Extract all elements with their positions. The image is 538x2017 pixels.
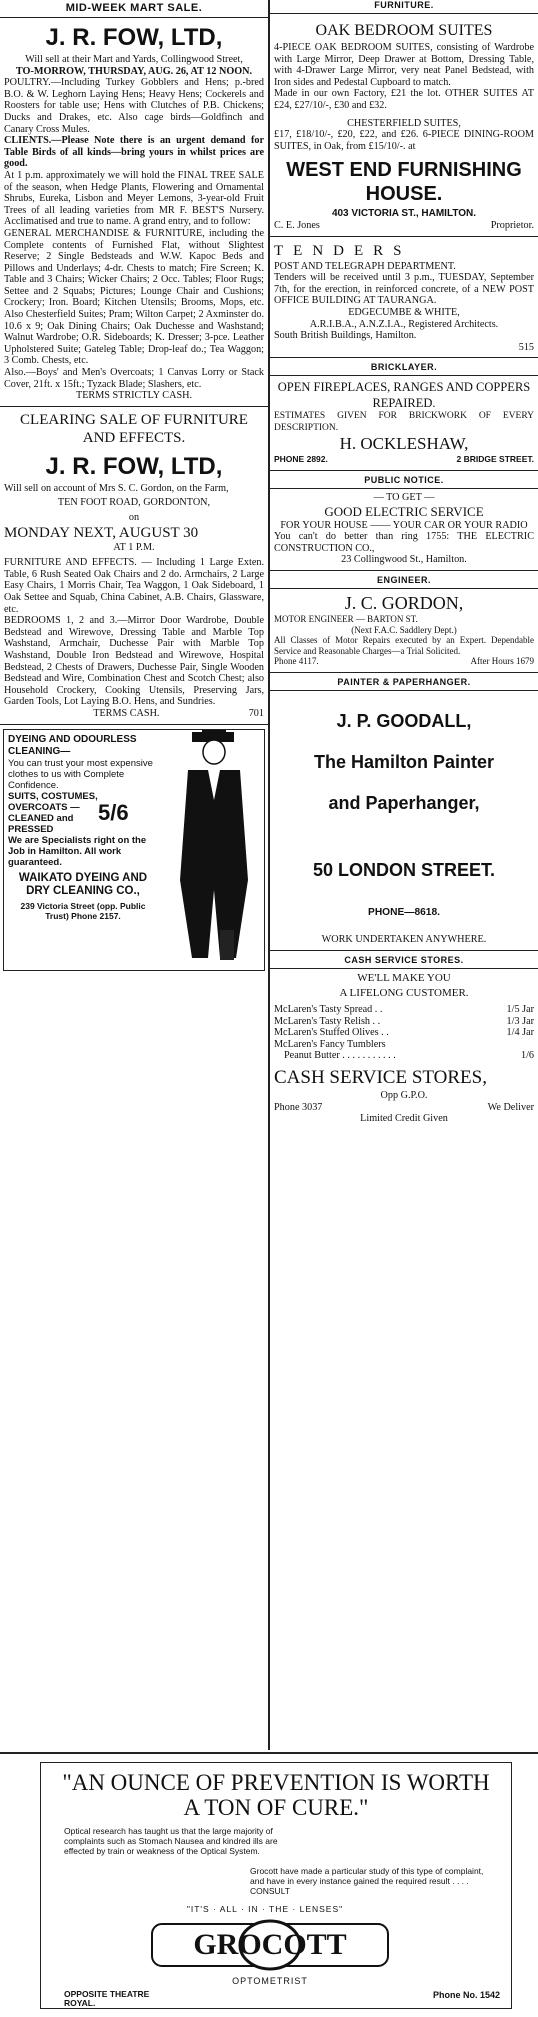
furniture-title: OAK BEDROOM SUITES: [315, 22, 493, 39]
cash-line2: A LIFELONG CUSTOMER.: [339, 987, 469, 1000]
notice-for: FOR YOUR HOUSE —— YOUR CAR OR YOUR RADIO: [280, 519, 528, 531]
engineer-next: (Next F.A.C. Saddlery Dept.): [351, 624, 457, 635]
dyeing-address: 239 Victoria Street (opp. Public Trust) Phone 2157.: [20, 900, 146, 921]
cash-line1: WE'LL MAKE YOU: [357, 971, 451, 984]
engineer-name: J. C. GORDON,: [344, 593, 464, 614]
dyeing-firm: WAIKATO DYEING AND DRY CLEANING CO.,: [18, 871, 148, 897]
mart-firm: J. R. FOW, LTD,: [45, 24, 223, 51]
mart-clients: CLIENTS.—Please Note there is an urgent demand for Table Birds of all kinds—bring yours in whilst prices are good.: [4, 135, 264, 170]
bricklayer-address: 2 BRIDGE STREET.: [456, 454, 534, 465]
optometrist-ad: [0, 1752, 538, 2017]
furniture-address: 403 VICTORIA ST., HAMILTON.: [331, 208, 477, 220]
divider: [270, 950, 538, 951]
left-column: [0, 0, 268, 973]
bricklayer-contact-row: [270, 454, 538, 466]
tenders-address: South British Buildings, Hamilton.: [274, 330, 417, 342]
furniture-label: FURNITURE.: [374, 0, 434, 10]
dyeing-items: SUITS, COSTUMES, OVERCOATS — CLEANED and PRESSED: [8, 790, 98, 835]
divider: [270, 672, 538, 673]
grocott-logo-icon: [150, 1914, 390, 1974]
divider: [270, 588, 538, 589]
cash-opp: Opp G.P.O.: [380, 1089, 428, 1101]
divider: [270, 690, 538, 691]
cash-deliver: We Deliver: [487, 1101, 534, 1113]
bricklayer-label: BRICKLAYER.: [370, 362, 438, 373]
cash-label: CASH SERVICE STORES.: [344, 954, 464, 965]
divider: [270, 357, 538, 358]
divider: [0, 17, 268, 18]
ad-body1: Optical research has taught us that the large majority of complaints such as Stomach Nausea and kindred ills are effected by train or weakness of the Optical System.: [64, 1826, 278, 1856]
tenders-dept: POST AND TELEGRAPH DEPARTMENT.: [274, 260, 456, 272]
dyeing-figure: [162, 730, 264, 970]
painter-name: J. P. GOODALL,: [336, 710, 472, 731]
divider: [270, 470, 538, 471]
man-in-overcoat-icon: [162, 730, 262, 964]
painter-phone: PHONE—8618.: [368, 906, 440, 918]
list-item: McLaren's Stuffed Olives . . 1/4 Jar: [274, 1027, 534, 1039]
list-item: McLaren's Tasty Spread . . 1/5 Jar: [274, 1004, 534, 1015]
ad-optometrist: OPTOMETRIST: [232, 1976, 308, 1986]
tenders-title: TENDERS: [274, 242, 412, 259]
painter-address: 50 LONDON STREET.: [312, 859, 496, 880]
tenders-body: Tenders will be received until 3 p.m., TUESDAY, September 7th, for the erection, in reinforced concrete, of a NEW POST OFFICE BUILDING AT TAURANGA.: [274, 272, 534, 307]
mart-final: At 1 p.m. approximately we will hold the FINAL TREE SALE of the season, when Hedge Plants, Flowering and Ornamental Shrubs, Eureka, Lisbon and Meyer Lemons, 3-year-old Fruit Trees of all leading varieties from MR F. BEST'S Nursery. Acclimatised and true to name. A grand entry, and to follow:: [4, 169, 264, 228]
mart-intro: Will sell at their Mart and Yards, Collingwood Street,: [25, 54, 243, 65]
divider: [0, 724, 268, 725]
cash-credit: Limited Credit Given: [360, 1113, 448, 1125]
mart-general: GENERAL MERCHANDISE & FURNITURE, including the Complete contents of Furnished Flat, without Slightest Reserve; 2 Single Bedsteads and W.W. Kapoc Beds and Pillows and Underlays; 4-dr. Chests to match; Fire Screen; K. Table and 3 Chairs; Wicker Chairs; 2 Occ. Tables; Floor Rugs; Settee and 2 Squabs; Pictures; Lounge Chair and Cushions; Crockery; Iron. Board; Kitchen Utensils; Brooms, Mops, etc. Also Chesterfield Suites; Pram; Wilton Carpet; 2 Axminster do. 10.6 x 9; Oak Dining Chairs; Oak Duchesse and Washstand; Walnut Wardrobe; O.R. Sideboards; K. Dresser; 3-pce. Leather Upholstered Suite; Gateleg Table; Drop-leaf do.; Tea Waggon; 3 Comb. Chests, etc.: [4, 227, 264, 367]
ad-opposite: OPPOSITE THEATRE ROYAL.: [64, 1989, 150, 2008]
clearing-date: MONDAY NEXT, AUGUST 30: [4, 524, 199, 541]
engineer-phone-row: [270, 656, 538, 668]
engineer-body: All Classes of Motor Repairs executed by an Expert. Dependable Service and Reasonable Charges—a Trial Solicited.: [274, 635, 534, 656]
dyeing-price: 5/6: [98, 799, 129, 825]
tenders-quals: A.R.I.B.A., A.N.Z.I.A., Registered Architects.: [309, 318, 499, 330]
right-column: [270, 0, 538, 1125]
divider: [270, 13, 538, 14]
list-item: McLaren's Fancy Tumblers: [274, 1038, 386, 1050]
divider: [270, 488, 538, 489]
furniture-owner-role: Proprietor.: [490, 219, 534, 231]
clearing-on: on: [128, 512, 140, 523]
furniture-factory: Made in our own Factory, £21 the lot. OTHER SUITES AT £24, £27/10/-, £30 and £32.: [274, 88, 534, 111]
notice-service: GOOD ELECTRIC SERVICE: [324, 503, 484, 519]
dyeing-specialists: We are Specialists right on the Job in Hamilton. All work guaranteed.: [8, 834, 147, 868]
dyeing-heading: DYEING AND ODOURLESS CLEANING—: [8, 733, 137, 757]
dyeing-ad: [3, 729, 265, 971]
furniture-body: 4-PIECE OAK BEDROOM SUITES, consisting of Wardrobe with Large Mirror, Deep Drawer at Bottom, Dressing Table, with 4-Drawer Large Mirror, very neat Panel Bedstead, with Iron sides and Pedestal Cupboard to match.: [274, 42, 534, 88]
engineer-after: After Hours 1679: [470, 656, 534, 667]
clearing-time: AT 1 P.M.: [113, 541, 155, 553]
ad-phone: Phone No. 1542: [432, 1990, 500, 2000]
cash-title: CASH SERVICE STORES,: [274, 1066, 487, 1088]
mart-label: MID-WEEK MART SALE.: [65, 2, 203, 14]
cash-phone-row: [270, 1102, 538, 1114]
svg-text:GROCOTT: GROCOTT: [193, 1928, 347, 1961]
mart-date: TO-MORROW, THURSDAY, AUG. 26, AT 12 NOON.: [15, 65, 253, 77]
ad-body2: Grocott have made a particular study of this type of complaint, and have in every instance gained the required result . . . . CONSULT: [250, 1866, 484, 1896]
tenders-firm: EDGECUMBE & WHITE,: [348, 306, 460, 318]
mart-also: Also.—Boys' and Men's Overcoats; 1 Canvas Lorry or Stack Cover, 21ft. x 15ft.; Tyzack Blade; Slashers, etc.: [4, 367, 264, 390]
clearing-firm: J. R. FOW, LTD,: [45, 452, 223, 480]
notice-body: You can't do better than ring 1755: THE ELECTRIC CONSTRUCTION CO.,: [274, 531, 534, 554]
divider: [270, 570, 538, 571]
engineer-role: MOTOR ENGINEER — BARTON ST.: [274, 614, 418, 625]
divider: [0, 406, 268, 407]
list-item: Peanut Butter . . . . . . . . . . . 1/6: [284, 1050, 534, 1062]
clearing-bedrooms: BEDROOMS 1, 2 and 3.—Mirror Door Wardrobe, Double Bedstead and Wirewove, Dressing Table and Marble Top Washstand, Armchair, Duchesse Pair with Marble Top Washstand, Double Iron Bedstead and Wirewove, Hospital Bedstead, 2 Chests of Drawers, Duchesse Pair, Single Wooden Bedstead and Wire, Combination Chest and Scotch Chest; also Household Crockery, Cooking Utensils, Preserving Jars, Garden Tools, Lot Laying B.O. Hens, and Sundries.: [4, 615, 264, 708]
ad-headline: "AN OUNCE OF PREVENTION IS WORTH A TON OF CURE.": [62, 1770, 490, 1820]
painter-label: PAINTER & PAPERHANGER.: [337, 676, 471, 687]
tenders-ref: 515: [518, 341, 534, 353]
bricklayer-name: H. OCKLESHAW,: [339, 434, 469, 454]
dyeing-price-row: [8, 791, 158, 835]
notice-to-get: — TO GET —: [373, 492, 435, 504]
list-item: McLaren's Tasty Relish . . 1/3 Jar: [274, 1015, 534, 1027]
mart-terms: TERMS STRICTLY CASH.: [75, 390, 193, 402]
ad-slogan: "IT'S · ALL · IN · THE · LENSES": [186, 1904, 344, 1914]
engineer-phone: Phone 4117.: [274, 656, 319, 667]
clearing-title: CLEARING SALE OF FURNITURE AND EFFECTS.: [20, 411, 248, 446]
clearing-place: TEN FOOT ROAD, GORDONTON,: [57, 497, 211, 509]
furniture-chesterfield: £17, £18/10/-, £20, £22, and £26. 6-PIECE DINING-ROOM SUITES, in Oak, from £15/10/-. at: [274, 129, 534, 152]
dyeing-text: [4, 730, 162, 970]
dyeing-body: You can trust your most expensive clothes to us with Complete Confidence.: [8, 757, 153, 791]
clearing-terms-row: [0, 708, 268, 720]
bricklayer-title: OPEN FIREPLACES, RANGES AND COPPERS REPAIRED.: [277, 380, 531, 411]
painter-line1: The Hamilton Painter: [313, 751, 495, 772]
clearing-terms: TERMS CASH.: [93, 707, 160, 719]
furniture-owner-row: [270, 220, 538, 232]
clearing-intro: Will sell on account of Mrs S. C. Gordon, on the Farm,: [4, 482, 229, 494]
cash-list: [270, 1004, 538, 1062]
divider: [270, 375, 538, 376]
furniture-house: WEST END FURNISHING HOUSE.: [286, 159, 522, 206]
cash-phone: Phone 3037: [274, 1101, 323, 1113]
painter-line2: and Paperhanger,: [328, 792, 480, 813]
furniture-chesterfield-title: CHESTERFIELD SUITES,: [347, 117, 461, 129]
clearing-ref: 701: [248, 707, 264, 719]
bricklayer-estimates: ESTIMATES GIVEN FOR BRICKWORK OF EVERY DESCRIPTION.: [274, 411, 534, 433]
grocott-logo: [150, 1914, 390, 1974]
notice-label: PUBLIC NOTICE.: [364, 475, 444, 486]
furniture-owner: C. E. Jones: [274, 219, 320, 231]
bricklayer-phone: PHONE 2892.: [274, 454, 328, 465]
painter-work: WORK UNDERTAKEN ANYWHERE.: [321, 934, 487, 946]
engineer-label: ENGINEER.: [376, 575, 431, 586]
clearing-furniture: FURNITURE AND EFFECTS. — Including 1 Large Exten. Table, 6 Rush Seated Oak Chairs and 2 do. Armchairs, 2 Large Easy Chairs, 1 Morris Chair, Tea Waggon, 1 Oak Sideboard, 1 Oak Settee and Squab, China Cabinet, A.B. Chairs, Glassware, etc.: [4, 557, 264, 615]
mart-poultry: POULTRY.—Including Turkey Gobblers and Hens; p.-bred B.O. & W. Leghorn Laying Hens; Heavy Hens; Cockerels and Roosters for table use; Hens with Clutches of P.B. Chickens; Ducks and Drakes, etc. Also cage birds—Goldfinch and Canary Cross Mules.: [4, 77, 264, 135]
divider: [270, 236, 538, 237]
divider: [270, 968, 538, 969]
notice-address: 23 Collingwood St., Hamilton.: [341, 554, 467, 566]
